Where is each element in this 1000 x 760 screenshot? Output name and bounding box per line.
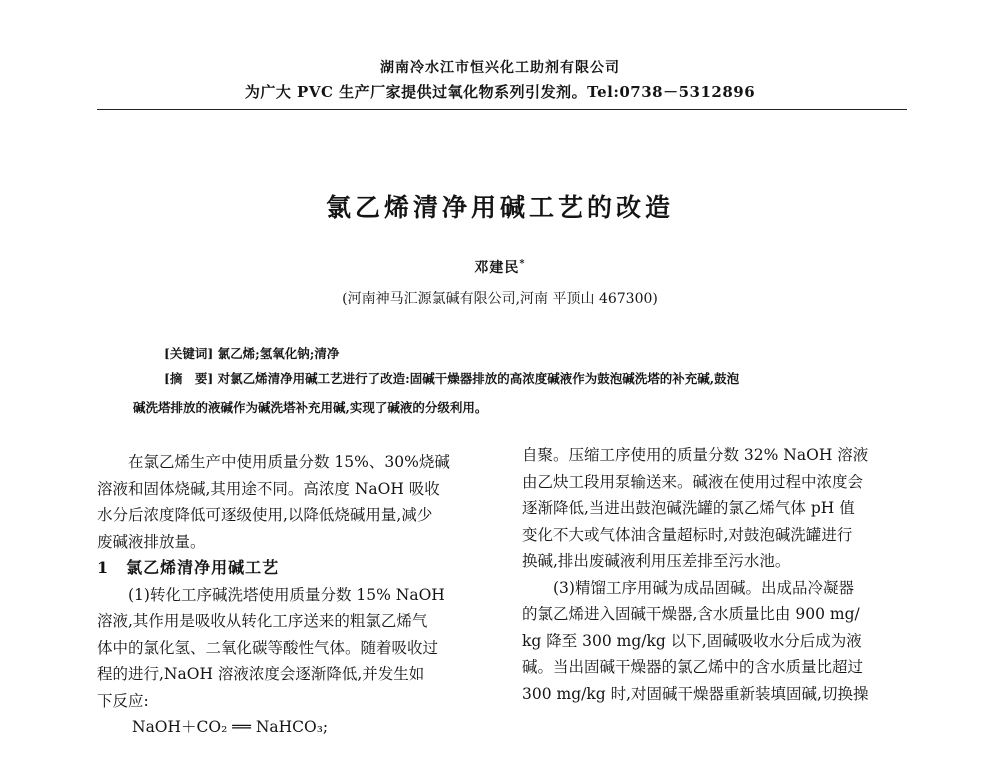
paragraph-line: 300 mg/kg 时,对固碱干燥器重新装填固碱,切换操 (522, 684, 869, 703)
journal-header-company: 湖南冷水江市恒兴化工助剂有限公司 (380, 60, 620, 76)
paragraph-line: (1)转化工序碱洗塔使用质量分数 15% NaOH (128, 585, 445, 604)
abstract-line: [摘 要] 对氯乙烯清净用碱工艺进行了改造:固碱干燥器排放的高浓度碱液作为鼓泡碱洗塔的补充碱,鼓泡 (164, 371, 740, 386)
abstract-line: 碱洗塔排放的液碱作为碱洗塔补充用碱,实现了碱液的分级利用。 (133, 400, 488, 415)
paragraph-line: 溶液,其作用是吸收从转化工序送来的粗氯乙烯气 (97, 612, 428, 630)
header-divider (97, 109, 907, 110)
paragraph-line: 变化不大或气体油含量超标时,对鼓泡碱洗罐进行 (522, 525, 853, 544)
author-name: 邓建民 (474, 260, 520, 276)
body-column-left (97, 449, 497, 741)
paragraph-line: (3)精馏工序用碱为成品固碱。出成品冷凝器 (553, 578, 854, 597)
paragraph-line: 由乙炔工段用泵输送来。碱液在使用过程中浓度会 (522, 472, 864, 491)
paragraph-line: 换碱,排出废碱液利用压差排至污水池。 (522, 552, 791, 570)
article-author (0, 257, 1000, 277)
section-heading: 1 氯乙烯清净用碱工艺 (97, 558, 280, 577)
paragraph-line: 的氯乙烯进入固碱干燥器,含水质量比由 900 mg/ (522, 605, 860, 623)
paragraph-line: 体中的氯化氢、二氧化碳等酸性气体。随着吸收过 (97, 638, 439, 657)
paragraph-line: 碱。当出固碱干燥器的氯乙烯中的含水质量比超过 (522, 658, 864, 676)
journal-header-ad: 为广大 PVC 生产厂家提供过氧化物系列引发剂。Tel:0738－5312896 (244, 83, 756, 101)
article-title: 氯乙烯清净用碱工艺的改造 (325, 193, 674, 222)
paragraph-line: 水分后浓度降低可逐级使用,以降低烧碱用量,减少 (97, 506, 433, 524)
author-affiliation: (河南神马汇源氯碱有限公司,河南 平顶山 467300) (342, 291, 658, 307)
body-column-right (522, 442, 922, 707)
author-footnote-mark: * (519, 258, 526, 270)
paragraph-line: 溶液和固体烧碱,其用途不同。高浓度 NaOH 吸收 (97, 479, 440, 498)
paragraph-line: 逐渐降低,当进出鼓泡碱洗罐的氯乙烯气体 pH 值 (522, 499, 855, 517)
paragraph-line: 自聚。压缩工序使用的质量分数 32% NaOH 溶液 (522, 446, 869, 464)
keywords: [关键词] 氯乙烯;氢氧化钠;清净 (164, 346, 340, 361)
paragraph-line: 下反应: (97, 691, 149, 710)
paragraph-line: 程的进行,NaOH 溶液浓度会逐渐降低,并发生如 (97, 665, 425, 683)
paragraph-line: 在氯乙烯生产中使用质量分数 15%、30%烧碱 (128, 453, 450, 471)
paragraph-line: 废碱液排放量。 (97, 532, 206, 551)
chemical-equation: NaOH＋CO₂ ══ NaHCO₃; (132, 718, 329, 736)
paragraph-line: kg 降至 300 mg/kg 以下,固碱吸收水分后成为液 (522, 631, 862, 650)
